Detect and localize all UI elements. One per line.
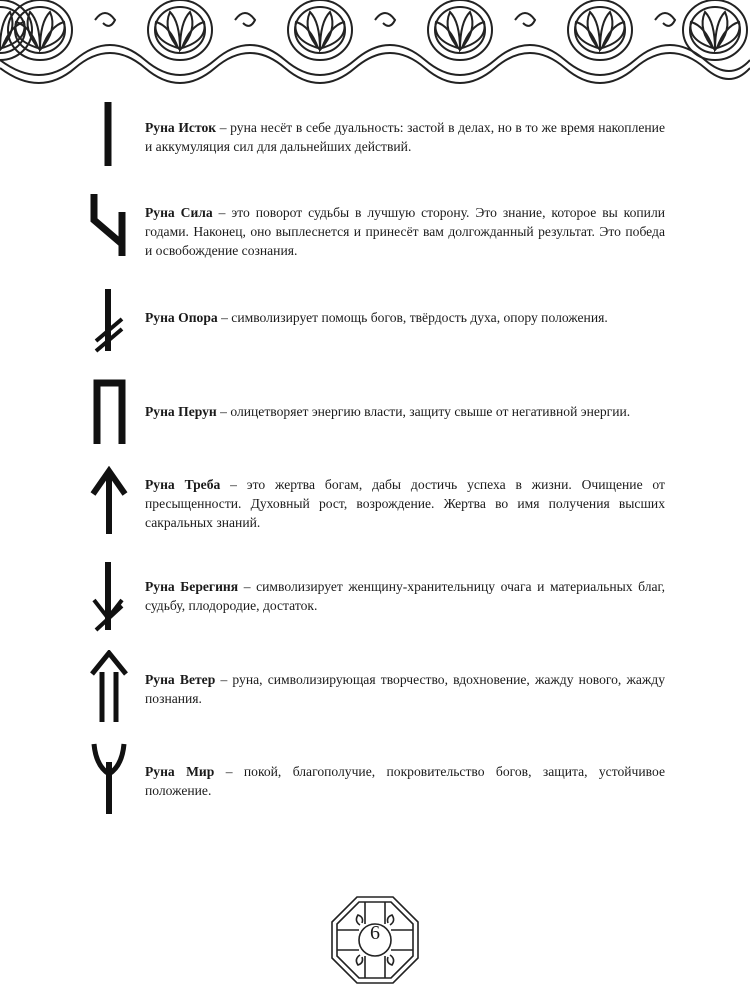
rune-name: Руна Перун	[145, 404, 217, 419]
rune-text: – руна, символизирующая творчество, вдохновение, жажду нового, жажду познания.	[145, 672, 666, 706]
rune-text: – это жертва богам, дабы достичь успеха в жизни. Очищение от пресыщенности. Духовный рост, возрождение. Жертва во имя получения высших сакральных знаний.	[145, 477, 665, 530]
rune-name: Руна Сила	[145, 205, 213, 220]
rune-opora-icon	[88, 287, 138, 353]
rune-text: – олицетворяет энергию власти, защиту свыше от негативной энергии.	[216, 404, 631, 419]
rune-description	[145, 203, 665, 260]
rune-perun-icon	[88, 378, 138, 444]
rune-name: Руна Ветер	[145, 672, 216, 687]
rune-veter-icon	[88, 650, 138, 722]
rune-description	[145, 670, 665, 708]
page-number: 6	[370, 922, 380, 944]
rune-text: – символизирует помощь богов, твёрдость духа, опору положения.	[217, 310, 608, 325]
rune-name: Руна Исток	[145, 120, 217, 135]
rune-text: – покой, благополучие, покровительство богов, защита, устойчивое положение.	[145, 764, 665, 798]
ornamental-border	[0, 0, 750, 90]
rune-treba-icon	[88, 466, 138, 534]
rune-description	[145, 118, 665, 156]
rune-istok-icon	[88, 100, 138, 168]
rune-name: Руна Берегиня	[145, 579, 239, 594]
rune-description	[145, 308, 665, 327]
rune-mir-icon	[88, 742, 138, 814]
rune-description	[145, 402, 665, 421]
rune-description	[145, 475, 665, 532]
rune-description	[145, 762, 665, 800]
rune-bereginya-icon	[88, 560, 138, 632]
rune-name: Руна Мир	[145, 764, 215, 779]
rune-name: Руна Треба	[145, 477, 221, 492]
rune-name: Руна Опора	[145, 310, 218, 325]
rune-sila-icon	[88, 192, 138, 258]
rune-text: – символизирует женщину-хранительницу очага и материальных благ, судьбу, плодородие, достаток.	[145, 579, 665, 613]
rune-description	[145, 577, 665, 615]
rune-text: – это поворот судьбы в лучшую сторону. Это знание, которое вы копили годами. Наконец, оно выплеснется и принесёт вам долгожданный результат. Это победа и освобождение сознания.	[145, 205, 665, 258]
rune-text: – руна несёт в себе дуальность: застой в делах, но в то же время накопление и аккумуляция сил для дальнейших действий.	[145, 120, 665, 154]
